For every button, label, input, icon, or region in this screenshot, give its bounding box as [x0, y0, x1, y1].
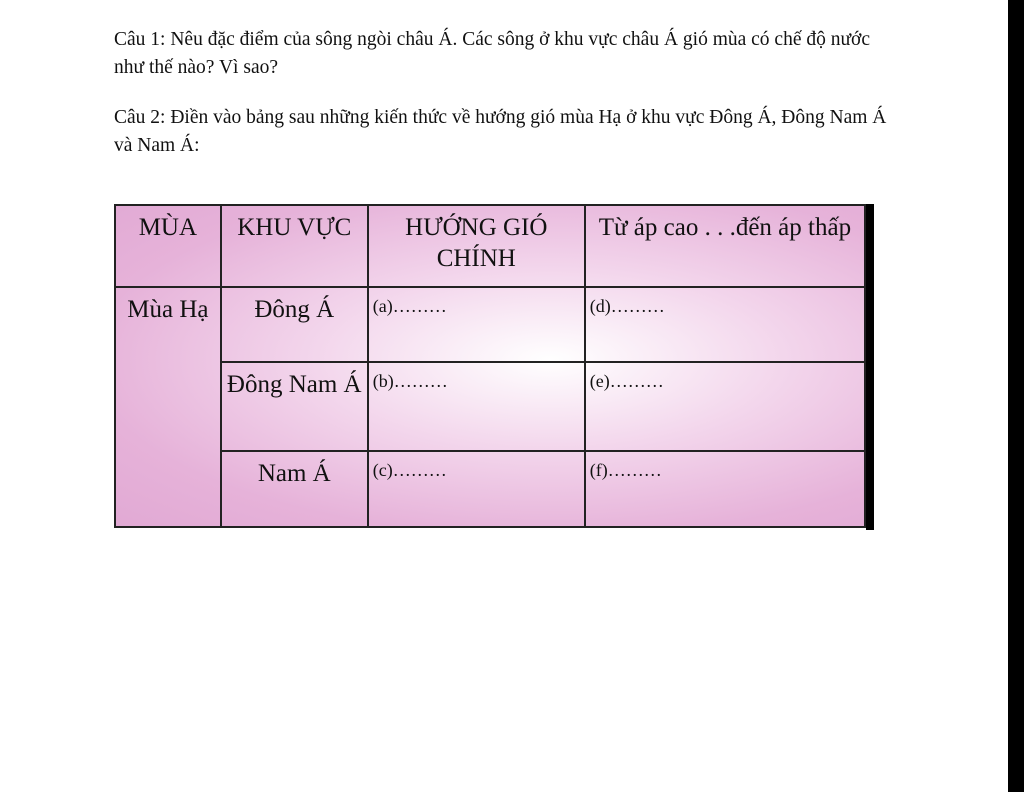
summer-monsoon-table	[114, 204, 866, 528]
summer-monsoon-table-container	[114, 204, 874, 530]
region-cell: Đông Á	[221, 287, 368, 362]
table-header-row	[115, 205, 865, 287]
wind-answer-blank: (a)………	[368, 287, 585, 362]
table-shadow-bar	[866, 204, 874, 530]
season-cell: Mùa Hạ	[115, 287, 221, 527]
header-season: MÙA	[115, 205, 221, 287]
table-row	[115, 287, 865, 362]
pressure-answer-blank: (d)………	[585, 287, 865, 362]
header-pressure-direction: Từ áp cao . . .đến áp thấp	[585, 205, 865, 287]
region-cell: Đông Nam Á	[221, 362, 368, 450]
question-1-text: Câu 1: Nêu đặc điểm của sông ngòi châu Á. Các sông ở khu vực châu Á gió mùa có chế độ nước như thế nào? Vì sao?	[114, 29, 871, 78]
pressure-answer-blank: (e)………	[585, 362, 865, 450]
table-row	[115, 451, 865, 527]
wind-answer-blank: (c)………	[368, 451, 585, 527]
pressure-answer-blank: (f)………	[585, 451, 865, 527]
table-row	[115, 362, 865, 450]
region-cell: Nam Á	[221, 451, 368, 527]
header-main-wind-direction: HƯỚNG GIÓ CHÍNH	[368, 205, 585, 287]
wind-answer-blank: (b)………	[368, 362, 585, 450]
page-edge-bar	[1008, 0, 1024, 792]
question-2-text: Câu 2: Điền vào bảng sau những kiến thức về hướng gió mùa Hạ ở khu vực Đông Á, Đông Nam Á và Nam Á:	[114, 107, 887, 156]
header-region: KHU VỰC	[221, 205, 368, 287]
